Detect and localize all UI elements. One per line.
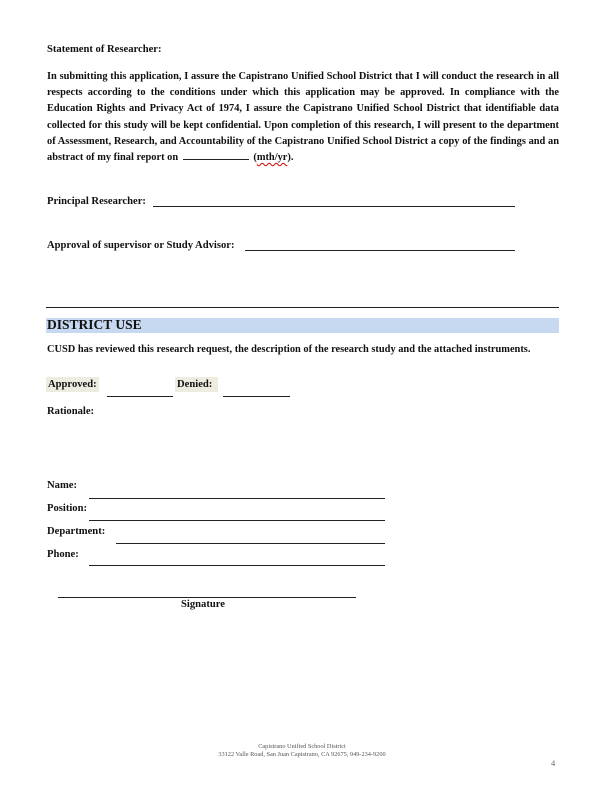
- department-label: Department:: [47, 526, 106, 537]
- rationale-label: Rationale:: [47, 406, 95, 417]
- statement-body: In submitting this application, I assure the Capistrano Unified School District that I will conduct the research in all respects according to the conditions under which this application may be approved. In compliance with the Education Rights and Privacy Act of 1974, I assure the Capistrano Unified School District that identifiable data collected for this study will be kept confidential. Upon completion of this research, I will present to the department of Assessment, Research, and Accountability of the Capistrano Unified School District a copy of the findings and an abstract of my final report on: [47, 71, 559, 164]
- approval-supervisor-label: Approval of supervisor or Study Advisor:: [47, 240, 235, 251]
- name-field[interactable]: [89, 498, 385, 499]
- page-number: 4: [551, 758, 556, 768]
- signature-line[interactable]: [58, 597, 356, 598]
- principal-researcher-field[interactable]: [153, 206, 515, 207]
- phone-label: Phone:: [47, 549, 79, 560]
- date-hint-open: (: [253, 152, 257, 164]
- approval-supervisor-field[interactable]: [245, 250, 515, 251]
- signature-label: Signature: [181, 599, 225, 610]
- name-label: Name:: [47, 480, 78, 491]
- statement-paragraph: [47, 69, 559, 166]
- district-use-heading: DISTRICT USE: [47, 317, 142, 332]
- denied-field[interactable]: [223, 396, 290, 397]
- date-hint-close: ).: [287, 152, 294, 164]
- footer-address: 33122 Valle Road, San Juan Capistrano, CA 92675, 949-234-9200: [218, 751, 386, 758]
- district-use-description: CUSD has reviewed this research request, the description of the research study and the attached instruments.: [47, 344, 531, 355]
- denied-label: Denied:: [175, 379, 218, 390]
- approved-label: Approved:: [48, 379, 97, 390]
- footer-org: Capistrano Unified School District: [258, 743, 346, 750]
- principal-researcher-label: Principal Researcher:: [47, 196, 146, 207]
- phone-field[interactable]: [89, 565, 385, 566]
- position-label: Position:: [47, 503, 88, 514]
- statement-heading: Statement of Researcher:: [47, 44, 162, 55]
- report-date-blank[interactable]: [183, 151, 249, 160]
- department-field[interactable]: [116, 543, 385, 544]
- date-hint: mth/yr: [256, 152, 288, 164]
- approved-field[interactable]: [107, 396, 173, 397]
- section-divider: [46, 307, 559, 308]
- position-field[interactable]: [89, 520, 385, 521]
